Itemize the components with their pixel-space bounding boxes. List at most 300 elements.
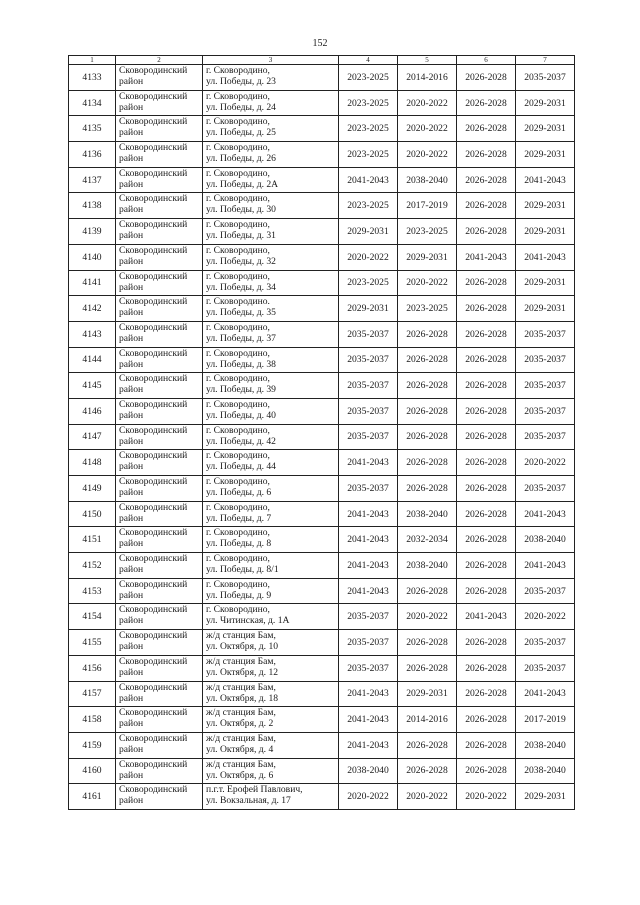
period-col5: 2020-2022 <box>398 116 457 142</box>
period-col6: 2026-2028 <box>457 116 516 142</box>
district-line: район <box>119 127 144 139</box>
table-row <box>69 90 575 116</box>
district-line: Сковородинский <box>119 373 188 385</box>
district-cell <box>116 193 203 219</box>
period-col6: 2026-2028 <box>457 476 516 502</box>
period-col7: 2029-2031 <box>516 296 575 322</box>
address-cell <box>203 347 339 373</box>
district-cell <box>116 784 203 810</box>
address-line: ул. Октября, д. 6 <box>206 769 274 781</box>
row-number: 4147 <box>69 424 116 450</box>
period-col4: 2041-2043 <box>339 501 398 527</box>
district-line: район <box>119 204 144 216</box>
district-line: район <box>119 718 144 730</box>
period-col7: 2035-2037 <box>516 65 575 91</box>
table-row <box>69 347 575 373</box>
table-row <box>69 142 575 168</box>
address-cell <box>203 116 339 142</box>
period-col4: 2023-2025 <box>339 193 398 219</box>
address-cell <box>203 373 339 399</box>
address-line: ул. Победы, д. 34 <box>206 281 276 293</box>
period-col7: 2029-2031 <box>516 90 575 116</box>
period-col5: 2020-2022 <box>398 90 457 116</box>
district-line: Сковородинский <box>119 578 188 590</box>
table-row <box>69 630 575 656</box>
table-row <box>69 655 575 681</box>
row-number: 4137 <box>69 167 116 193</box>
period-col6: 2026-2028 <box>457 167 516 193</box>
table-row <box>69 424 575 450</box>
row-number: 4139 <box>69 219 116 245</box>
period-col4: 2029-2031 <box>339 219 398 245</box>
district-line: Сковородинский <box>119 270 188 282</box>
district-line: Сковородинский <box>119 142 188 154</box>
address-cell <box>203 501 339 527</box>
address-cell <box>203 193 339 219</box>
district-cell <box>116 270 203 296</box>
row-number: 4140 <box>69 244 116 270</box>
table-row <box>69 116 575 142</box>
period-col4: 2041-2043 <box>339 681 398 707</box>
period-col5: 2026-2028 <box>398 758 457 784</box>
period-col5: 2026-2028 <box>398 655 457 681</box>
district-cell <box>116 347 203 373</box>
address-cell <box>203 732 339 758</box>
period-col6: 2041-2043 <box>457 604 516 630</box>
address-cell <box>203 424 339 450</box>
period-col7: 2029-2031 <box>516 784 575 810</box>
district-line: район <box>119 589 144 601</box>
address-line: п.г.т. Ерофей Павлович, <box>206 784 303 796</box>
period-col5: 2014-2016 <box>398 65 457 91</box>
district-cell <box>116 707 203 733</box>
period-col6: 2026-2028 <box>457 758 516 784</box>
table-row <box>69 476 575 502</box>
district-line: Сковородинский <box>119 296 188 308</box>
period-col6: 2026-2028 <box>457 681 516 707</box>
column-number-row <box>69 56 575 65</box>
address-cell <box>203 578 339 604</box>
period-col4: 2023-2025 <box>339 90 398 116</box>
column-number: 1 <box>69 56 116 65</box>
district-cell <box>116 527 203 553</box>
address-line: ул. Победы, д. 44 <box>206 461 276 473</box>
district-line: район <box>119 461 144 473</box>
district-cell <box>116 244 203 270</box>
table-row <box>69 193 575 219</box>
district-line: Сковородинский <box>119 65 188 76</box>
table-row <box>69 732 575 758</box>
address-cell <box>203 450 339 476</box>
district-cell <box>116 116 203 142</box>
district-cell <box>116 65 203 91</box>
district-cell <box>116 630 203 656</box>
period-col4: 2023-2025 <box>339 270 398 296</box>
address-cell <box>203 630 339 656</box>
period-col5: 2026-2028 <box>398 347 457 373</box>
period-col5: 2026-2028 <box>398 321 457 347</box>
district-line: район <box>119 384 144 396</box>
district-line: Сковородинский <box>119 604 188 616</box>
district-line: район <box>119 615 144 627</box>
period-col7: 2038-2040 <box>516 527 575 553</box>
district-cell <box>116 681 203 707</box>
period-col6: 2026-2028 <box>457 501 516 527</box>
period-col4: 2041-2043 <box>339 450 398 476</box>
district-line: район <box>119 76 144 87</box>
row-number: 4134 <box>69 90 116 116</box>
district-cell <box>116 578 203 604</box>
address-line: г. Сковородино, <box>206 142 270 154</box>
period-col4: 2041-2043 <box>339 527 398 553</box>
period-col5: 2026-2028 <box>398 450 457 476</box>
period-col4: 2023-2025 <box>339 65 398 91</box>
row-number: 4150 <box>69 501 116 527</box>
address-line: ул. Победы, д. 8/1 <box>206 564 279 576</box>
address-cell <box>203 270 339 296</box>
district-line: район <box>119 409 144 421</box>
address-line: ул. Победы, д. 38 <box>206 358 276 370</box>
address-line: ул. Победы, д. 35 <box>206 307 276 319</box>
district-line: Сковородинский <box>119 167 188 179</box>
period-col4: 2023-2025 <box>339 116 398 142</box>
address-line: ул. Октября, д. 4 <box>206 743 274 755</box>
period-col5: 2038-2040 <box>398 501 457 527</box>
address-cell <box>203 296 339 322</box>
period-col4: 2029-2031 <box>339 296 398 322</box>
period-col7: 2035-2037 <box>516 373 575 399</box>
period-col4: 2035-2037 <box>339 347 398 373</box>
row-number: 4133 <box>69 65 116 91</box>
district-cell <box>116 90 203 116</box>
district-cell <box>116 424 203 450</box>
address-cell <box>203 244 339 270</box>
district-line: Сковородинский <box>119 681 188 693</box>
row-number: 4145 <box>69 373 116 399</box>
period-col7: 2035-2037 <box>516 347 575 373</box>
period-col7: 2017-2019 <box>516 707 575 733</box>
address-line: г. Сковородино, <box>206 244 270 256</box>
table-row <box>69 65 575 91</box>
period-col4: 2041-2043 <box>339 553 398 579</box>
period-col4: 2023-2025 <box>339 142 398 168</box>
period-col7: 2035-2037 <box>516 321 575 347</box>
period-col4: 2035-2037 <box>339 424 398 450</box>
period-col6: 2026-2028 <box>457 707 516 733</box>
table-row <box>69 321 575 347</box>
address-line: ул. Победы, д. 8 <box>206 538 272 550</box>
address-line: ж/д станция Бам, <box>206 707 276 719</box>
district-line: район <box>119 255 144 267</box>
row-number: 4143 <box>69 321 116 347</box>
period-col5: 2038-2040 <box>398 167 457 193</box>
table-row <box>69 784 575 810</box>
period-col4: 2041-2043 <box>339 167 398 193</box>
address-cell <box>203 476 339 502</box>
district-line: район <box>119 641 144 653</box>
schedule-table <box>68 55 575 810</box>
district-line: Сковородинский <box>119 476 188 487</box>
address-line: ж/д станция Бам, <box>206 655 276 667</box>
address-cell <box>203 527 339 553</box>
column-number: 3 <box>203 56 339 65</box>
address-cell <box>203 553 339 579</box>
address-cell <box>203 142 339 168</box>
district-cell <box>116 219 203 245</box>
address-line: г. Сковородино, <box>206 347 270 359</box>
table-row <box>69 501 575 527</box>
address-line: ул. Октября, д. 18 <box>206 692 279 704</box>
address-line: г. Сковородино, <box>206 321 270 333</box>
period-col4: 2020-2022 <box>339 244 398 270</box>
period-col5: 2020-2022 <box>398 604 457 630</box>
period-col7: 2041-2043 <box>516 681 575 707</box>
period-col5: 2020-2022 <box>398 784 457 810</box>
period-col5: 2020-2022 <box>398 270 457 296</box>
district-line: район <box>119 769 144 781</box>
district-cell <box>116 142 203 168</box>
period-col7: 2041-2043 <box>516 501 575 527</box>
district-cell <box>116 476 203 502</box>
district-line: район <box>119 795 144 807</box>
district-line: Сковородинский <box>119 758 188 770</box>
table-row <box>69 244 575 270</box>
period-col6: 2026-2028 <box>457 270 516 296</box>
address-cell <box>203 655 339 681</box>
row-number: 4154 <box>69 604 116 630</box>
address-line: ул. Октября, д. 12 <box>206 666 279 678</box>
period-col5: 2026-2028 <box>398 398 457 424</box>
address-line: г. Сковородино, <box>206 450 270 462</box>
address-cell <box>203 707 339 733</box>
row-number: 4138 <box>69 193 116 219</box>
period-col7: 2035-2037 <box>516 398 575 424</box>
address-cell <box>203 90 339 116</box>
address-line: ул. Победы, д. 7 <box>206 512 272 524</box>
district-line: Сковородинский <box>119 219 188 231</box>
period-col4: 2041-2043 <box>339 732 398 758</box>
column-number: 7 <box>516 56 575 65</box>
address-line: ул. Октября, д. 10 <box>206 641 279 653</box>
period-col6: 2026-2028 <box>457 732 516 758</box>
district-cell <box>116 167 203 193</box>
district-cell <box>116 553 203 579</box>
district-line: Сковородинский <box>119 553 188 565</box>
period-col4: 2035-2037 <box>339 476 398 502</box>
table-row <box>69 707 575 733</box>
period-col5: 2017-2019 <box>398 193 457 219</box>
table-row <box>69 450 575 476</box>
table-row <box>69 578 575 604</box>
row-number: 4149 <box>69 476 116 502</box>
period-col5: 2026-2028 <box>398 732 457 758</box>
period-col4: 2035-2037 <box>339 630 398 656</box>
period-col4: 2035-2037 <box>339 604 398 630</box>
address-cell <box>203 681 339 707</box>
address-line: г. Сковородино, <box>206 578 270 590</box>
period-col7: 2038-2040 <box>516 758 575 784</box>
period-col6: 2026-2028 <box>457 90 516 116</box>
address-line: г. Сковородино, <box>206 501 270 513</box>
period-col6: 2026-2028 <box>457 424 516 450</box>
row-number: 4159 <box>69 732 116 758</box>
district-line: район <box>119 435 144 447</box>
address-line: ул. Победы, д. 37 <box>206 332 276 344</box>
row-number: 4146 <box>69 398 116 424</box>
table-row <box>69 681 575 707</box>
column-number: 2 <box>116 56 203 65</box>
address-line: ул. Победы, д. 32 <box>206 255 276 267</box>
period-col5: 2026-2028 <box>398 578 457 604</box>
period-col6: 2026-2028 <box>457 553 516 579</box>
district-line: Сковородинский <box>119 398 188 410</box>
row-number: 4161 <box>69 784 116 810</box>
district-line: район <box>119 512 144 524</box>
table-row <box>69 296 575 322</box>
district-line: Сковородинский <box>119 193 188 205</box>
address-line: ул. Победы, д. 23 <box>206 76 276 87</box>
district-line: Сковородинский <box>119 116 188 128</box>
period-col4: 2035-2037 <box>339 398 398 424</box>
address-cell <box>203 784 339 810</box>
period-col7: 2029-2031 <box>516 193 575 219</box>
address-line: г. Сковородино, <box>206 116 270 128</box>
period-col7: 2035-2037 <box>516 655 575 681</box>
row-number: 4135 <box>69 116 116 142</box>
period-col4: 2041-2043 <box>339 578 398 604</box>
period-col5: 2029-2031 <box>398 681 457 707</box>
period-col4: 2035-2037 <box>339 655 398 681</box>
period-col6: 2026-2028 <box>457 630 516 656</box>
period-col7: 2020-2022 <box>516 450 575 476</box>
period-col5: 2038-2040 <box>398 553 457 579</box>
district-line: Сковородинский <box>119 732 188 744</box>
district-line: Сковородинский <box>119 501 188 513</box>
address-cell <box>203 604 339 630</box>
address-line: г. Сковородино, <box>206 270 270 282</box>
district-line: район <box>119 101 144 113</box>
table-row <box>69 527 575 553</box>
period-col6: 2026-2028 <box>457 347 516 373</box>
district-cell <box>116 321 203 347</box>
district-line: район <box>119 564 144 576</box>
table-row <box>69 219 575 245</box>
period-col6: 2026-2028 <box>457 655 516 681</box>
address-line: ул. Победы, д. 30 <box>206 204 276 216</box>
period-col6: 2026-2028 <box>457 527 516 553</box>
address-line: ж/д станция Бам, <box>206 758 276 770</box>
period-col4: 2035-2037 <box>339 321 398 347</box>
row-number: 4156 <box>69 655 116 681</box>
period-col4: 2035-2037 <box>339 373 398 399</box>
table-row <box>69 553 575 579</box>
district-line: Сковородинский <box>119 321 188 333</box>
address-line: ул. Победы, д. 9 <box>206 589 272 601</box>
address-line: г. Сковородино, <box>206 167 270 179</box>
period-col6: 2026-2028 <box>457 373 516 399</box>
period-col7: 2038-2040 <box>516 732 575 758</box>
address-line: ул. Победы, д. 24 <box>206 101 276 113</box>
address-line: ул. Победы, д. 25 <box>206 127 276 139</box>
column-number: 4 <box>339 56 398 65</box>
column-number: 5 <box>398 56 457 65</box>
address-line: ул. Победы, д. 39 <box>206 384 276 396</box>
period-col5: 2014-2016 <box>398 707 457 733</box>
address-line: г. Сковородино, <box>206 604 270 616</box>
district-line: Сковородинский <box>119 90 188 102</box>
period-col4: 2038-2040 <box>339 758 398 784</box>
district-line: Сковородинский <box>119 630 188 642</box>
district-cell <box>116 373 203 399</box>
period-col6: 2041-2043 <box>457 244 516 270</box>
table-row <box>69 270 575 296</box>
address-line: г. Сковородино, <box>206 424 270 436</box>
address-cell <box>203 219 339 245</box>
period-col6: 2026-2028 <box>457 296 516 322</box>
period-col6: 2026-2028 <box>457 578 516 604</box>
period-col6: 2026-2028 <box>457 321 516 347</box>
address-line: ул. Победы, д. 31 <box>206 230 276 242</box>
district-cell <box>116 501 203 527</box>
table-row <box>69 604 575 630</box>
row-number: 4152 <box>69 553 116 579</box>
district-line: район <box>119 666 144 678</box>
district-line: район <box>119 358 144 370</box>
address-line: г. Сковородино, <box>206 527 270 539</box>
district-cell <box>116 450 203 476</box>
period-col4: 2020-2022 <box>339 784 398 810</box>
period-col7: 2041-2043 <box>516 167 575 193</box>
district-cell <box>116 296 203 322</box>
period-col5: 2026-2028 <box>398 424 457 450</box>
address-line: г. Сковородино, <box>206 219 270 231</box>
district-line: район <box>119 487 144 498</box>
district-line: Сковородинский <box>119 784 188 796</box>
address-line: г. Сковородино, <box>206 373 270 385</box>
period-col7: 2035-2037 <box>516 476 575 502</box>
row-number: 4158 <box>69 707 116 733</box>
address-line: ул. Победы, д. 6 <box>206 487 272 498</box>
address-line: ж/д станция Бам, <box>206 732 276 744</box>
period-col5: 2029-2031 <box>398 244 457 270</box>
period-col6: 2026-2028 <box>457 219 516 245</box>
district-line: Сковородинский <box>119 450 188 462</box>
period-col7: 2035-2037 <box>516 578 575 604</box>
row-number: 4142 <box>69 296 116 322</box>
period-col6: 2026-2028 <box>457 398 516 424</box>
district-cell <box>116 655 203 681</box>
row-number: 4141 <box>69 270 116 296</box>
district-line: Сковородинский <box>119 347 188 359</box>
period-col7: 2029-2031 <box>516 142 575 168</box>
address-line: г. Сковородино, <box>206 65 270 76</box>
period-col7: 2035-2037 <box>516 424 575 450</box>
period-col6: 2026-2028 <box>457 65 516 91</box>
period-col7: 2029-2031 <box>516 270 575 296</box>
address-line: ул. Победы, д. 2А <box>206 178 279 190</box>
table-row <box>69 167 575 193</box>
row-number: 4151 <box>69 527 116 553</box>
district-cell <box>116 604 203 630</box>
table-row <box>69 373 575 399</box>
period-col4: 2041-2043 <box>339 707 398 733</box>
address-line: ул. Читинская, д. 1А <box>206 615 290 627</box>
address-cell <box>203 321 339 347</box>
period-col7: 2029-2031 <box>516 219 575 245</box>
period-col7: 2035-2037 <box>516 630 575 656</box>
table-body <box>69 56 575 810</box>
district-line: район <box>119 332 144 344</box>
